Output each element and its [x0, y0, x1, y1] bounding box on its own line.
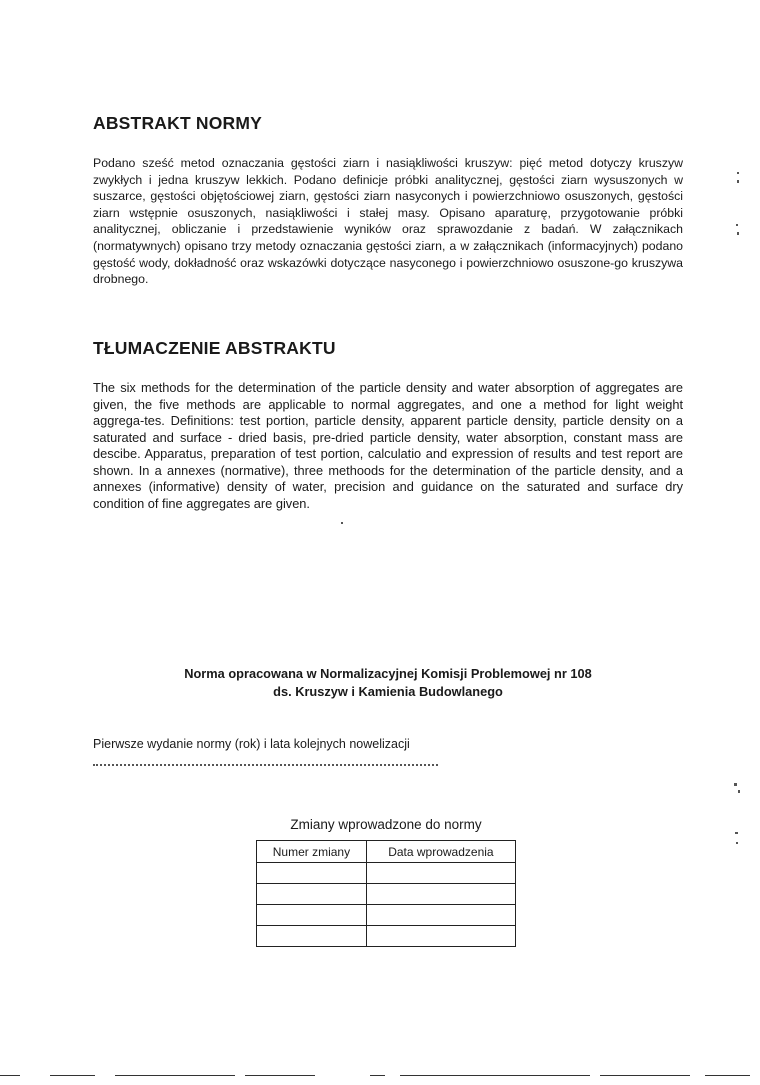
table-row	[257, 905, 516, 926]
footer-rule	[370, 1075, 385, 1076]
footer-rule	[115, 1075, 235, 1076]
changes-table	[256, 840, 516, 947]
abstract-heading: ABSTRAKT NORMY	[93, 113, 263, 133]
column-header-change-number: Numer zmiany	[257, 841, 367, 863]
footer-rule	[245, 1075, 315, 1076]
column-header-date: Data wprowadzenia	[366, 841, 515, 863]
changes-header-row	[257, 841, 516, 863]
committee-line-2: ds. Kruszyw i Kamienia Budowlanego	[273, 684, 503, 699]
table-cell	[366, 905, 515, 926]
translation-heading: TŁUMACZENIE ABSTRAKTU	[93, 338, 336, 358]
scan-speck	[735, 832, 738, 834]
table-cell	[257, 863, 367, 884]
footer-rule	[705, 1075, 750, 1076]
scan-speck	[736, 842, 738, 844]
committee-line-1: Norma opracowana w Normalizacyjnej Komisji Problemowej nr 108	[184, 666, 592, 681]
footer-rule	[600, 1075, 690, 1076]
table-cell	[257, 905, 367, 926]
scan-speck	[341, 522, 343, 524]
scan-speck	[738, 790, 740, 793]
scan-speck	[737, 232, 739, 235]
first-edition-fill-line	[93, 764, 438, 766]
table-cell	[257, 926, 367, 947]
committee-note	[93, 665, 683, 701]
changes-title: Zmiany wprowadzone do normy	[290, 817, 482, 832]
table-row	[257, 926, 516, 947]
abstract-text: Podano sześć metod oznaczania gęstości ziarn i nasiąkliwości kruszyw: pięć metod dotyczy kruszyw zwykłych i jedna kruszyw lekkich. Podano definicje próbki analitycznej, gęstości ziarn wysuszonych w suszarce, gęstości objętościowej ziarn, gęstości ziarn nasyconych i powierzchniowo osuszonych, gęstości ziarn wstępnie osuszonych, nasiąkliwości i stałej masy. Opisano aparaturę, przygotowanie próbki analitycznej, obliczanie i przedstawienie wyników oraz sprawozdanie z badań. W załącznikach (normatywnych) opisano trzy metody oznaczania gęstości ziarn, a w załącznikach (informacyjnych) podano gęstość wody, dokładność oraz wskazówki dotyczące nasyconego i powierzchniowo osuszone-go kruszywa drobnego.	[93, 156, 683, 287]
footer-rule	[0, 1075, 20, 1076]
scan-speck	[737, 172, 739, 174]
table-cell	[366, 863, 515, 884]
table-cell	[366, 926, 515, 947]
scan-speck	[736, 224, 738, 226]
table-row	[257, 884, 516, 905]
first-edition-label: Pierwsze wydanie normy (rok) i lata kolejnych nowelizacji	[93, 737, 410, 751]
table-cell	[366, 884, 515, 905]
footer-rule	[400, 1075, 590, 1076]
translation-text: The six methods for the determination of the particle density and water absorption of aggregates are given, the five methods are applicable to normal aggregates, and one a method for light weight aggrega-tes. Definitions: test portion, particle density, apparent particle density, particle density on a saturated and surface - dried basis, pre-dried particle density, water absorption, constant mass are descibe. Apparatus, preparation of test portion, calculatio and expression of results and test report are shown. In a annexes (normative), three methoods for the determination of the particle density, and a annexes (informative) density of water, precision and guidance on the saturated and surface dry condition of fine aggregates are given.	[93, 380, 683, 511]
scan-speck	[734, 783, 737, 786]
table-row	[257, 863, 516, 884]
scan-speck	[737, 180, 739, 183]
table-cell	[257, 884, 367, 905]
footer-rule	[50, 1075, 95, 1076]
